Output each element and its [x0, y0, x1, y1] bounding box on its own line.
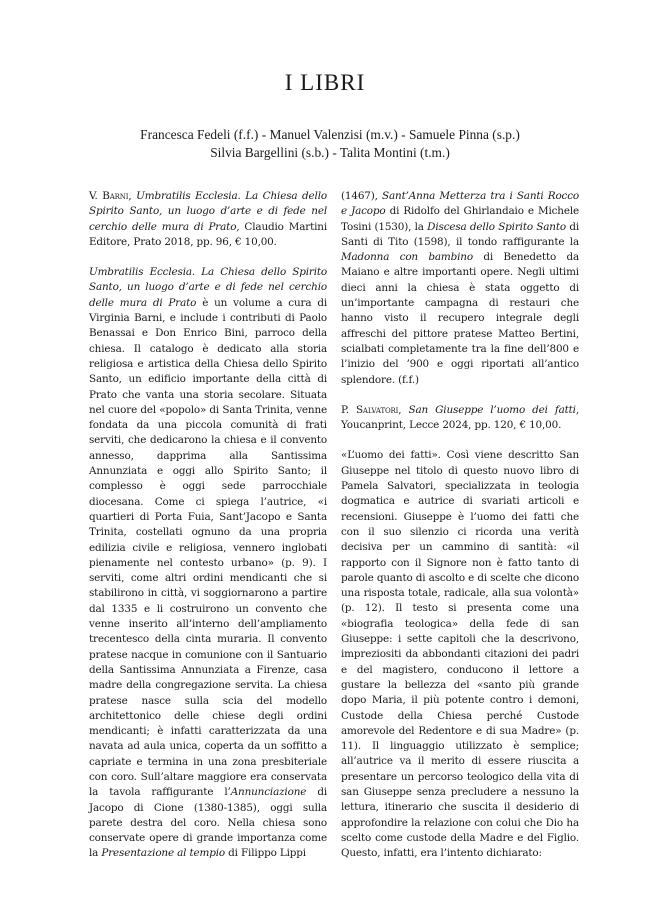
review-1-book-title: Umbratilis Ecclesia. La Chiesa dello Spirito Santo, un luogo d’arte e di fede nel cerchio delle mura di Prato,: [89, 190, 327, 233]
review-1-cont-4: di Benedetto da Maiano e altre importanti opere. Negli ultimi dieci anni la chiesa è stata oggetto di un’importante campagna di restauri che hanno visto il recupero integrale degli affreschi del pittore pratese Matteo Bertini, scialbati completamente tra la fine dell’800 e l’inizio del ’900 e oggi riportati all’antico splendore. (f.f.): [341, 251, 580, 386]
contributors-block: [60, 126, 600, 162]
review-1-author: V. Barni,: [89, 190, 132, 202]
santanna-title: Sant’Anna Metterza tra i Santi Rocco e Jacopo: [341, 190, 579, 218]
review-1-reference: [89, 189, 327, 250]
review-2-author: P. Salvatori,: [341, 403, 402, 416]
review-1-continuation: [341, 189, 579, 388]
review-1-cont-3: di Santi di Tito (1598), il tondo raffigurante la: [341, 220, 579, 248]
review-1-cont-1: (1467),: [341, 190, 378, 202]
review-2-book-title: San Giuseppe l’uomo dei fatti,: [408, 403, 579, 416]
review-2-publisher: Youcanprint, Lecce 2024, pp. 120, € 10,00.: [341, 419, 562, 432]
annunciazione-title: Annunciazione: [230, 786, 307, 799]
review-1-body-title: Umbratilis Ecclesia. La Chiesa dello Spirito Santo, un luogo d’arte e di fede nel cerchio delle mura di Prato: [89, 266, 327, 309]
review-1-text-3: di Filippo Lippi: [228, 847, 306, 860]
contributors-line-2: Silvia Bargellini (s.b.) - Talita Montini (t.m.): [210, 145, 450, 160]
contributors-line-1: Francesca Fedeli (f.f.) - Manuel Valenzisi (m.v.) - Samuele Pinna (s.p.): [140, 127, 520, 142]
section-title: I LIBRI: [284, 70, 366, 95]
review-1-body: [89, 265, 327, 862]
review-1-publisher: Claudio Martini Editore, Prato 2018, pp. 96, € 10,00.: [89, 220, 327, 248]
review-1-text-2: di Jacopo di Cione (1380-1385), oggi sulla parete destra del coro. Nella chiesa sono conservate opere di grande importanza come la: [89, 786, 328, 860]
right-column: [341, 189, 579, 861]
review-1-cont-2: di Ridolfo del Ghirlandaio e Michele Tosini (1530), la: [341, 205, 580, 233]
review-2-reference: [341, 403, 579, 434]
review-1-text-1: è un volume a cura di Virginia Barni, e include i contributi di Paolo Benassai e Don Enrico Bini, parroco della chiesa. Il catalogo è dedicato alla storia religiosa e artistica della Chiesa dello Spirito Santo, un edificio importante della città di Prato che vanta una storia secolare. Situata nel cuore del «popolo» di Santa Trinita, venne fondata da una piccola comunità di frati serviti, che dedicarono la chiesa e il convento annesso, dapprima alla Santissima Annunziata e oggi allo Spirito Santo; il complesso è oggi sede parrocchiale diocesana. Come ci spiega l’autrice, «i quartieri di Porta Fuia, Sant’Jacopo e Santa Trinita, costellati ognuno da una propria edilizia civile e religiosa, vennero inglobati pienamente nel contesto urbano» (p. 9). I serviti, come altri ordini mendicanti che si stabilirono in città, vi soggiornarono a partire dal 1335 e li costruirono un convento che venne inserito all’interno dell’ampliamento trecentesco della cinta muraria. Il convento pratese nacque in comunione con il Santuario della Santissima Annunziata a Firenze, casa madre della congregazione servita. La chiesa pratese nasce sulla scia del modello architettonico delle chiese degli ordini mendicanti; è infatti caratterizzata da una navata ad aula unica, coperta da un soffitto a capriate e termina in una zona presbiteriale con coro. Sull’altare maggiore era conservata la tavola raffigurante l’: [89, 296, 327, 799]
madonna-title: Madonna con bambino: [341, 251, 473, 264]
presentazione-title: Presentazione al tempio: [101, 847, 226, 860]
review-2-body: «L’uomo dei fatti». Così viene descritto San Giuseppe nel titolo di questo nuovo libro di Pamela Salvatori, specializzata in teologia dogmatica e autrice di svariati articoli e recensioni. Giuseppe è l’uomo dei fatti che con il suo silenzio ci ricorda una verità decisiva per un cammino di santità: «il rapporto con il Signore non è fatto tanto di parole quanto di ascolto e di scelte che dicono una risposta totale, radicale, alla sua volontà» (p. 12). Il testo si presenta come una «biografia teologica» della fede di san Giuseppe: i sette capitoli che la descrivono, impreziositi da abbondanti citazioni dei padri e del magistero, conducono il lettore a gustare la bellezza del «santo più grande dopo Maria, il più potente contro i demoni, Custode della Chiesa perché Custode amorevole del Redentore e di sua Madre» (p. 11). Il linguaggio utilizzato è semplice; all’autrice va il merito di essere riuscita a presentare un percorso teologico della vita di san Giuseppe senza precludere a nessuno la lettura, itinerario che suscita il desiderio di approfondire la relazione con colui che Dio ha scelto come custode della Madre e del Figlio. Questo, infatti, era l’intento dichiarato:: [341, 449, 579, 860]
left-column: [89, 189, 327, 862]
discesa-title: Discesa dello Spirito Santo: [427, 220, 566, 233]
